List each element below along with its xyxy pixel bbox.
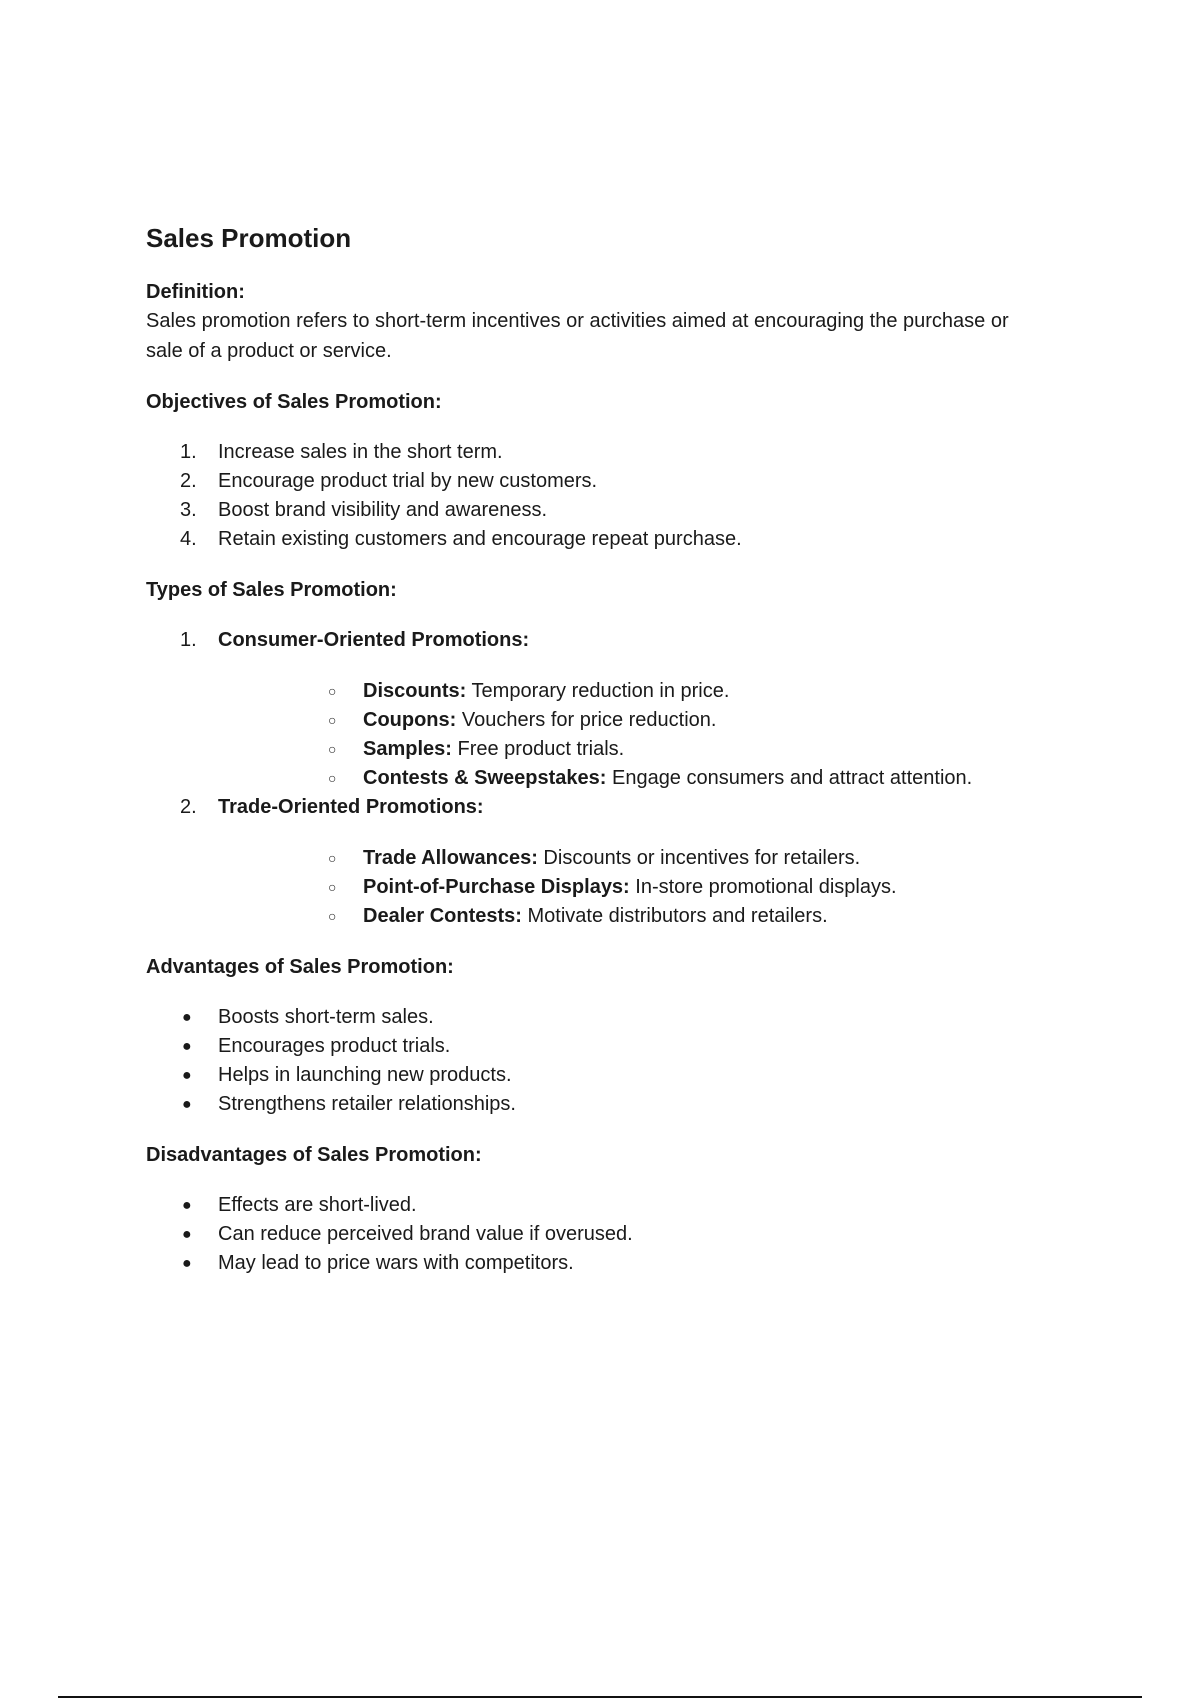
item-desc: Free product trials. — [451, 738, 625, 760]
bullet-icon: ● — [182, 1197, 192, 1214]
objective-text: Encourage product trial by new customers. — [218, 470, 598, 492]
list-item — [218, 764, 1046, 793]
item-term: Trade Allowances: — [363, 847, 538, 869]
item-desc: Motivate distributors and retailers. — [521, 905, 828, 927]
list-item — [218, 677, 1046, 706]
hollow-bullet-icon: ○ — [328, 741, 337, 757]
disadvantages-heading: Disadvantages of Sales Promotion: — [146, 1144, 482, 1166]
page-title: Sales Promotion — [146, 223, 352, 253]
list-number: 2. — [180, 796, 197, 818]
hollow-bullet-icon: ○ — [328, 879, 337, 895]
list-number: 1. — [180, 441, 197, 463]
hollow-bullet-icon: ○ — [328, 712, 337, 728]
hollow-bullet-icon: ○ — [328, 908, 337, 924]
item-term: Contests & Sweepstakes: — [363, 767, 607, 789]
item-term: Coupons: — [363, 709, 457, 731]
disadvantages-list — [146, 1191, 1046, 1278]
bullet-icon: ● — [182, 1067, 192, 1084]
type-title: Trade-Oriented Promotions: — [218, 796, 484, 818]
advantage-text: Strengthens retailer relationships. — [218, 1093, 516, 1115]
item-desc: Temporary reduction in price. — [466, 680, 730, 702]
bullet-icon: ● — [182, 1038, 192, 1055]
list-item — [146, 1003, 1046, 1032]
types-heading: Types of Sales Promotion: — [146, 579, 397, 601]
hollow-bullet-icon: ○ — [328, 683, 337, 699]
bullet-icon: ● — [182, 1009, 192, 1026]
bullet-icon: ● — [182, 1255, 192, 1272]
list-item — [146, 1090, 1046, 1119]
list-number: 2. — [180, 470, 197, 492]
definition-label: Definition: — [146, 281, 245, 303]
type-item-trade — [146, 793, 1046, 931]
list-item — [218, 873, 1046, 902]
advantages-list — [146, 1003, 1046, 1119]
list-item — [218, 735, 1046, 764]
item-term: Point-of-Purchase Displays: — [363, 876, 630, 898]
document-content — [146, 222, 1046, 1300]
list-item — [146, 1061, 1046, 1090]
hollow-bullet-icon: ○ — [328, 850, 337, 866]
objective-text: Increase sales in the short term. — [218, 441, 503, 463]
bullet-icon: ● — [182, 1226, 192, 1243]
definition-text: Sales promotion refers to short-term incentives or activities aimed at encouraging the purchase or sale of a product or service. — [146, 310, 1009, 362]
list-item — [146, 496, 1046, 525]
list-number: 1. — [180, 629, 197, 651]
type-title: Consumer-Oriented Promotions: — [218, 629, 530, 651]
list-item — [146, 1032, 1046, 1061]
list-item — [146, 1249, 1046, 1278]
disadvantage-text: Effects are short-lived. — [218, 1194, 417, 1216]
objective-text: Boost brand visibility and awareness. — [218, 499, 548, 521]
advantages-heading: Advantages of Sales Promotion: — [146, 956, 454, 978]
footer-divider — [58, 1696, 1142, 1698]
item-term: Samples: — [363, 738, 452, 760]
list-item — [218, 706, 1046, 735]
item-desc: Vouchers for price reduction. — [456, 709, 717, 731]
hollow-bullet-icon: ○ — [328, 770, 337, 786]
objectives-heading: Objectives of Sales Promotion: — [146, 391, 442, 413]
advantage-text: Encourages product trials. — [218, 1035, 451, 1057]
type-item-consumer — [146, 626, 1046, 793]
item-term: Dealer Contests: — [363, 905, 522, 927]
list-item — [218, 902, 1046, 931]
list-item — [218, 844, 1046, 873]
types-list — [146, 626, 1046, 931]
list-item — [146, 1220, 1046, 1249]
bullet-icon: ● — [182, 1096, 192, 1113]
objectives-list — [146, 438, 1046, 554]
advantage-text: Helps in launching new products. — [218, 1064, 512, 1086]
item-desc: Discounts or incentives for retailers. — [537, 847, 861, 869]
item-desc: Engage consumers and attract attention. — [606, 767, 973, 789]
trade-promotions-list — [218, 844, 1046, 931]
list-item — [146, 525, 1046, 554]
advantage-text: Boosts short-term sales. — [218, 1006, 434, 1028]
consumer-promotions-list — [218, 677, 1046, 793]
disadvantage-text: Can reduce perceived brand value if overused. — [218, 1223, 633, 1245]
item-term: Discounts: — [363, 680, 467, 702]
item-desc: In-store promotional displays. — [629, 876, 897, 898]
objective-text: Retain existing customers and encourage repeat purchase. — [218, 528, 742, 550]
list-item — [146, 467, 1046, 496]
list-number: 4. — [180, 528, 197, 550]
list-item — [146, 438, 1046, 467]
list-item — [146, 1191, 1046, 1220]
disadvantage-text: May lead to price wars with competitors. — [218, 1252, 574, 1274]
list-number: 3. — [180, 499, 197, 521]
